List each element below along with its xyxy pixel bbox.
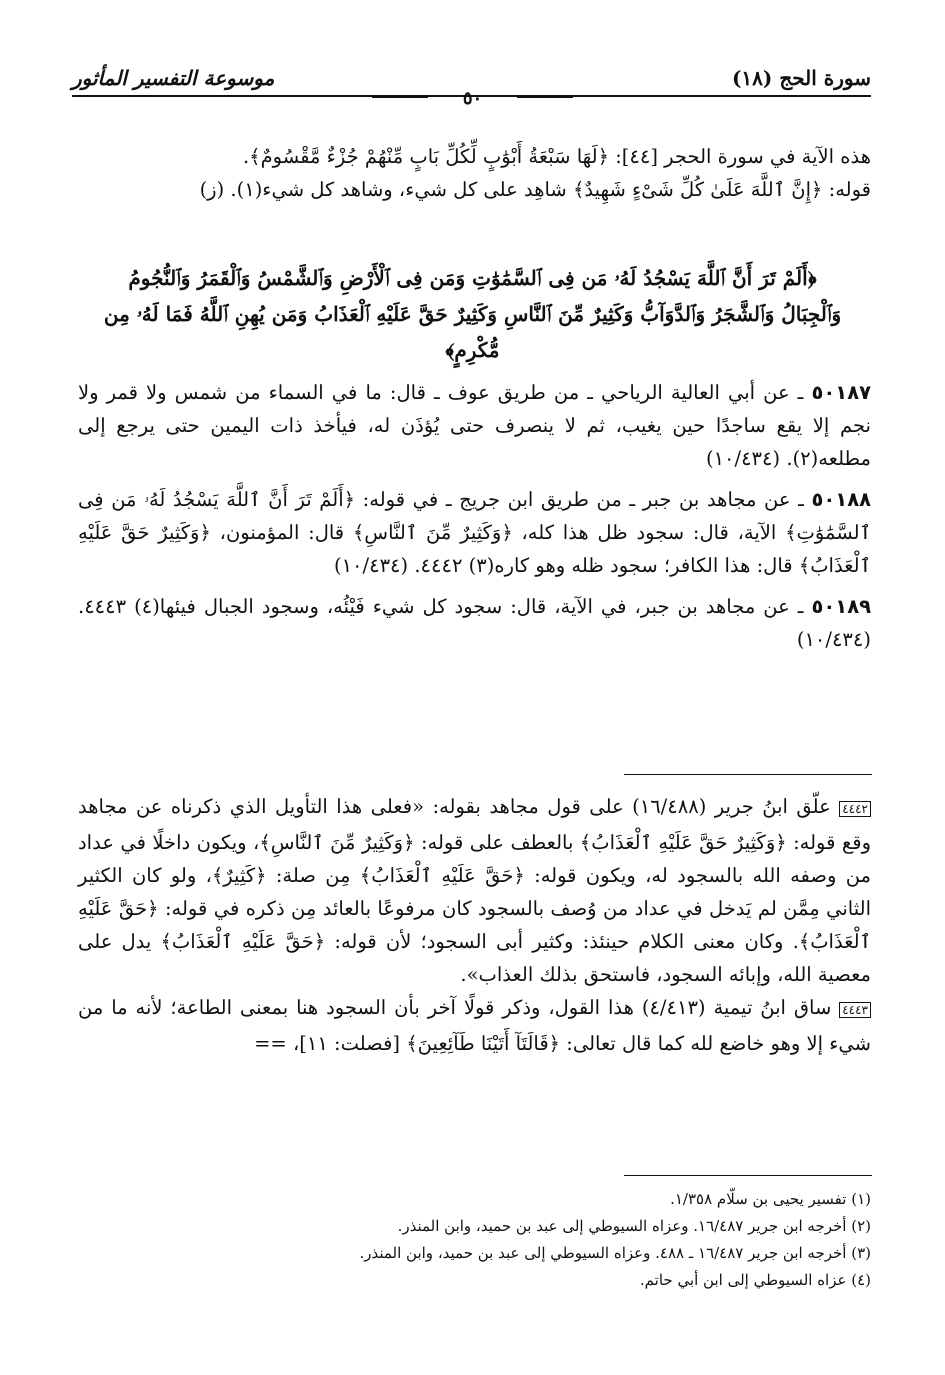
narration-entry [78,483,871,582]
surah-title: سورة الحج (١٨) [731,66,871,90]
page-number-row [0,88,945,109]
narration-text: ـ عن أبي العالية الرياحي ـ من طريق عوف ـ قال: ما في السماء من شمس ولا قمر ولا نجم إلا يقع ساجدًا حين يغيب، ثم لا ينصرف حتى يُؤذَن له، فيأخذ ذات اليمين حتى يرجع إلى مطلعه(٢). (١٠/٤٣٤) [78,381,871,470]
quran-verse: ﴿أَلَمْ تَرَ أَنَّ ٱللَّهَ يَسْجُدُ لَهُۥ مَن فِى ٱلسَّمَٰوَٰتِ وَمَن فِى ٱلْأَرْضِ وَٱلشَّمْسُ وَٱلْقَمَرُ وَٱلنُّجُومُ وَٱلْجِبَالُ وَٱلشَّجَرُ وَٱلدَّوَآبُّ وَكَثِيرٌ مِّنَ ٱلنَّاسِ وَكَثِيرٌ حَقَّ عَلَيْهِ ٱلْعَذَابُ وَمَن يُهِنِ ٱللَّهُ فَمَا لَهُۥ مِن مُّكْرِمٍ﴾ [103,266,842,362]
narration-text: ـ عن مجاهد بن جبر، في الآية، قال: سجود كل شيء فَيْئُه، وسجود الجبال فيئها(٤) ٤٤٤٣. (١٠/٤٣٤) [78,595,871,651]
intro-block [78,140,871,206]
footnote-3: (٣) أخرجه ابن جرير ١٦/٤٨٧ ـ ٤٨٨. وعزاه السيوطي إلى عبد بن حميد، وابن المنذر. [359,1244,871,1262]
commentary-tag: ٤٤٤٢ [839,801,871,817]
narration-number: ٥٠١٨٨ [811,488,871,511]
commentary-separator [624,774,872,775]
narration-number: ٥٠١٨٩ [811,595,871,618]
footnote-1: (١) تفسير يحيى بن سلّام ١/٣٥٨. [670,1190,871,1208]
narration-entry [78,590,871,656]
series-title: موسوعة التفسير المأثور [72,66,275,90]
narration-number: ٥٠١٨٧ [811,381,872,404]
narration-text: ـ عن مجاهد بن جبر ـ من طريق ابن جريج ـ في قوله: ﴿أَلَمْ تَرَ أَنَّ ٱللَّهَ يَسْجُدُ لَهُۥ مَن فِى ٱلسَّمَٰوَٰتِ﴾ الآية، قال: سجود ظل هذا كله، ﴿وَكَثِيرٌ مِّنَ ٱلنَّاسِ﴾ قال: المؤمنون، ﴿وَكَثِيرٌ حَقَّ عَلَيْهِ ٱلْعَذَابُ﴾ قال: هذا الكافر؛ سجود ظله وهو كاره(٣) ٤٤٤٢. (١٠/٤٣٤) [78,488,871,577]
commentary-text: ساق ابنُ تيمية (٤/٤١٣) هذا القول، وذكر قولًا آخر بأن السجود هنا بمعنى الطاعة؛ لأنه ما من شيء إلا وهو خاضع لله كما قال تعالى: ﴿قَالَتَآ أَتَيْنَا طَآئِعِينَ﴾ [فصلت: ١١]، == [78,996,871,1055]
narrations-block [78,376,871,656]
intro-line-2: قوله: ﴿إِنَّ ٱللَّهَ عَلَىٰ كُلِّ شَىْءٍ شَهِيدٌ﴾ شاهِد على كل شيء، وشاهد كل شيء(١). (ز) [199,178,871,201]
footnote-separator [624,1175,872,1176]
commentary-note [78,790,871,991]
ornament-right [517,97,573,98]
footnote-2: (٢) أخرجه ابن جرير ١٦/٤٨٧. وعزاه السيوطي إلى عبد بن حميد، وابن المنذر. [397,1217,871,1235]
ornament-left [372,97,428,98]
commentary-tag: ٤٤٤٣ [839,1002,871,1018]
footnotes [78,1186,871,1294]
footnote-4: (٤) عزاه السيوطي إلى ابن أبي حاتم. [639,1271,871,1289]
narration-entry [78,376,871,475]
intro-line-1: هذه الآية في سورة الحجر [٤٤]: ﴿لَهَا سَبْعَةُ أَبْوَٰبٍ لِّكُلِّ بَابٍ مِّنْهُمْ جُزْءٌ مَّقْسُومٌ﴾. [242,145,871,168]
commentary-note [78,991,871,1060]
page-number: ٥٠ [462,88,483,109]
commentary-text: علّق ابنُ جرير (١٦/٤٨٨) على قول مجاهد بقوله: «فعلى هذا التأويل الذي ذكرناه عن مجاهد وقع قوله: ﴿وَكَثِيرٌ حَقَّ عَلَيْهِ ٱلْعَذَابُ﴾ بالعطف على قوله: ﴿وَكَثِيرٌ مِّنَ ٱلنَّاسِ﴾، ويكون داخلًا في عداد من وصفه الله بالسجود له، ويكون قوله: ﴿حَقَّ عَلَيْهِ ٱلْعَذَابُ﴾ مِن صلة: ﴿كَثِيرٌ﴾، ولو كان الكثير الثاني مِمَّن لم يَدخل في عداد من وُصف بالسجود كان مرفوعًا بالعائد مِن ذكره في قوله: ﴿حَقَّ عَلَيْهِ ٱلْعَذَابُ﴾. وكان معنى الكلام حينئذ: وكثير أبى السجود؛ لأن قوله: ﴿حَقَّ عَلَيْهِ ٱلْعَذَابُ﴾ يدل على معصية الله، وإبائه السجود، فاستحق بذلك العذاب». [78,795,871,986]
commentary-block [78,790,871,1060]
